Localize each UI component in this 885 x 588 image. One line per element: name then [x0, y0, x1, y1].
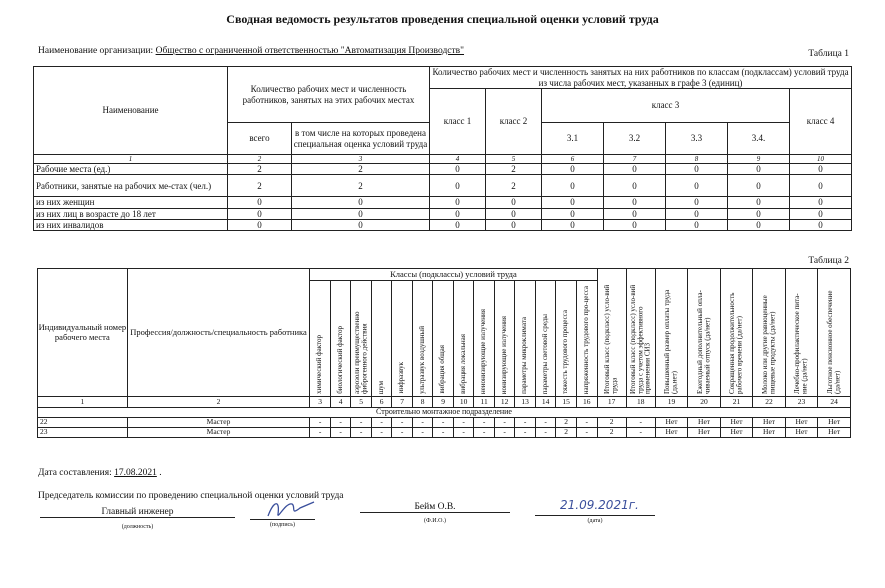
table-cell: - — [535, 428, 556, 438]
factor-header-label: инфразвук — [397, 362, 406, 394]
table2-label: Таблица 2 — [808, 256, 849, 266]
table-cell: 2 — [597, 418, 626, 428]
table-cell: 2 — [556, 418, 577, 428]
column-number: 6 — [371, 397, 392, 408]
column-number: 4 — [330, 397, 351, 408]
table-cell: 0 — [228, 208, 292, 219]
table-cell: - — [626, 418, 655, 428]
factor-header — [688, 269, 721, 397]
class32-header: 3.2 — [604, 123, 666, 155]
column-number: 17 — [597, 397, 626, 408]
table-cell: 0 — [486, 208, 542, 219]
table-cell: 0 — [790, 175, 852, 197]
column-number: 2 — [127, 397, 310, 408]
factor-header — [433, 281, 454, 397]
table-cell: - — [433, 428, 454, 438]
table-cell: - — [474, 418, 495, 428]
column-number: 7 — [604, 155, 666, 164]
position-value: Главный инженер — [40, 507, 235, 518]
class3-header: класс 3 — [542, 89, 790, 123]
class34-header: 3.4. — [728, 123, 790, 155]
factor-header — [474, 281, 495, 397]
column-number: 1 — [38, 397, 128, 408]
table-cell: Нет — [688, 428, 721, 438]
date-label: Дата составления: — [38, 468, 112, 478]
section-row: Строительно монтажное подразделение — [38, 408, 851, 418]
table-cell: Нет — [818, 428, 851, 438]
sign-date-line — [535, 515, 655, 516]
table-cell: 0 — [430, 197, 486, 208]
page-title: Сводная ведомость результатов проведения специальной оценки условий труда — [226, 12, 659, 26]
factor-header — [330, 281, 351, 397]
factor-header-label: Сокращенная продолжительность рабочего времени (да/нет) — [728, 292, 744, 394]
chair-label: Председатель комиссии по проведению специальной оценки условий труда — [38, 491, 344, 501]
factor-header-label: шум — [376, 380, 385, 394]
workplaces-table — [37, 268, 851, 438]
factor-header — [818, 269, 851, 397]
table-cell: Нет — [720, 428, 753, 438]
factor-header-label: тяжесть трудового процесса — [561, 309, 570, 394]
factor-header-label: вибрация локальная — [458, 333, 467, 394]
factor-header-label: Лечебно-профилактическое пита-ние (да/нет) — [793, 293, 809, 394]
factor-header — [371, 281, 392, 397]
table-cell: 0 — [728, 208, 790, 219]
table-cell: - — [330, 428, 351, 438]
class31-header: 3.1 — [542, 123, 604, 155]
table-cell: - — [453, 418, 474, 428]
row-label: Работники, занятые на рабочих ме-стах (чел.) — [34, 175, 228, 197]
table-cell: 0 — [666, 208, 728, 219]
workplace-id: 22 — [38, 418, 128, 428]
table1-label: Таблица 1 — [808, 49, 849, 59]
factor-header — [535, 281, 556, 397]
table-cell: 0 — [542, 164, 604, 175]
table-cell: 0 — [292, 208, 430, 219]
table-row — [34, 208, 852, 219]
row-label: из них женщин — [34, 197, 228, 208]
table-cell: 0 — [430, 175, 486, 197]
column-number: 3 — [310, 397, 331, 408]
column-number: 9 — [433, 397, 454, 408]
factor-header-label: химический фактор — [315, 334, 324, 394]
table-cell: - — [371, 418, 392, 428]
sign-date-value: 21.09.2021г. — [560, 498, 639, 512]
workplace-id: 23 — [38, 428, 128, 438]
table-cell: Нет — [720, 418, 753, 428]
factor-header-label: Ежегодный дополнительный опла-чиваемый отпуск (да/нет) — [695, 289, 712, 394]
total-header: всего — [228, 123, 292, 155]
column-number: 14 — [535, 397, 556, 408]
table-cell: - — [515, 418, 536, 428]
row-label: из них инвалидов — [34, 220, 228, 231]
table-cell: Нет — [818, 418, 851, 428]
column-number: 12 — [494, 397, 515, 408]
column-number: 18 — [626, 397, 655, 408]
table-row — [38, 418, 851, 428]
factor-header — [392, 281, 413, 397]
table-cell: 2 — [292, 164, 430, 175]
column-number: 24 — [818, 397, 851, 408]
column-number: 11 — [474, 397, 495, 408]
table-cell: - — [412, 418, 433, 428]
table-cell: - — [392, 428, 413, 438]
table-cell: - — [412, 428, 433, 438]
factor-header — [626, 269, 655, 397]
table-cell: - — [576, 418, 597, 428]
column-number: 21 — [720, 397, 753, 408]
column-number: 10 — [790, 155, 852, 164]
table-cell: - — [453, 428, 474, 438]
table-cell: 2 — [228, 175, 292, 197]
table-cell: 0 — [790, 197, 852, 208]
workplace-id-header: Индивидуальный номер рабочего места — [38, 269, 128, 397]
column-number: 8 — [666, 155, 728, 164]
table-cell: 0 — [228, 197, 292, 208]
factor-header-label: напряженность трудового про-цесса — [582, 285, 591, 394]
factor-header — [576, 281, 597, 397]
column-number: 2 — [228, 155, 292, 164]
table-cell: 0 — [728, 175, 790, 197]
table-cell: 0 — [790, 208, 852, 219]
position-caption: (должность) — [121, 524, 154, 530]
sign-date-caption: (дата) — [587, 518, 603, 524]
table-cell: 2 — [556, 428, 577, 438]
factor-header — [310, 281, 331, 397]
factor-header-label: биологический фактор — [335, 325, 344, 394]
table-cell: 0 — [430, 208, 486, 219]
table-cell: 0 — [790, 220, 852, 231]
column-number: 7 — [392, 397, 413, 408]
signature-mark — [262, 496, 322, 522]
table-cell: 0 — [666, 197, 728, 208]
factor-header-label: ионизирующие излучения — [499, 315, 508, 394]
col-name-header: Наименование — [34, 67, 228, 155]
factor-header — [453, 281, 474, 397]
table-cell: Нет — [655, 428, 688, 438]
table-cell: 0 — [790, 164, 852, 175]
class33-header: 3.3 — [666, 123, 728, 155]
table-cell: - — [515, 428, 536, 438]
column-numbers-row — [34, 155, 852, 164]
column-number: 22 — [753, 397, 786, 408]
table-cell: 0 — [486, 197, 542, 208]
factor-header-label: Повышенный размер оплаты труда (да,нет) — [663, 289, 679, 394]
factor-header-label: Льготное пенсионное обеспечение (да/нет) — [825, 290, 842, 394]
factor-header — [494, 281, 515, 397]
table-cell: 0 — [666, 175, 728, 197]
class4-header: класс 4 — [790, 89, 852, 155]
org-label: Наименование организации: — [38, 46, 154, 56]
table-cell: 0 — [292, 220, 430, 231]
column-number: 3 — [292, 155, 430, 164]
table-cell: 2 — [228, 164, 292, 175]
factor-header-label: параметры микроклимата — [520, 316, 529, 394]
factor-header — [412, 281, 433, 397]
column-number: 13 — [515, 397, 536, 408]
row-label: Рабочие места (ед.) — [34, 164, 228, 175]
factor-header-label: Итоговый класс (подкласс) усло-вий труда с учетом эффективного применения СИЗ — [628, 284, 652, 394]
col-count-header: Количество рабочих мест и численность работников, занятых на этих рабочих местах — [228, 67, 430, 123]
org-name: Общество с ограниченной ответственностью "Автоматизация Производств" — [155, 46, 465, 56]
column-number: 19 — [655, 397, 688, 408]
table-cell: - — [626, 428, 655, 438]
table-cell: 0 — [430, 164, 486, 175]
table-cell: 2 — [486, 164, 542, 175]
table-cell: 0 — [292, 197, 430, 208]
row-label: из них лиц в возрасте до 18 лет — [34, 208, 228, 219]
table-cell: 0 — [728, 220, 790, 231]
table-cell: 0 — [486, 220, 542, 231]
table-cell: 0 — [604, 208, 666, 219]
assessed-header: в том числе на которых проведена специальная оценка условий труда — [292, 123, 430, 155]
factor-header — [515, 281, 536, 397]
column-number: 8 — [412, 397, 433, 408]
table-cell: - — [351, 418, 372, 428]
classes-header: Классы (подклассы) условий труда — [310, 269, 597, 281]
table-row — [34, 175, 852, 197]
column-number: 6 — [542, 155, 604, 164]
column-number: 16 — [576, 397, 597, 408]
column-number: 10 — [453, 397, 474, 408]
signature-caption: (подпись) — [270, 522, 295, 528]
table-cell: - — [310, 418, 331, 428]
column-number: 5 — [486, 155, 542, 164]
factor-header-label: аэрозоли преимущественно фиброгенного действия — [352, 311, 369, 394]
table-cell: 2 — [597, 428, 626, 438]
table-cell: 0 — [604, 220, 666, 231]
column-number: 20 — [688, 397, 721, 408]
name-value: Бейм О.В. — [360, 502, 510, 513]
column-numbers-row — [38, 397, 851, 408]
table-cell: - — [433, 418, 454, 428]
date-line: Дата составления: 17.08.2021 . — [38, 468, 162, 478]
summary-table — [33, 66, 852, 231]
table-cell: 0 — [542, 208, 604, 219]
table-cell: - — [310, 428, 331, 438]
table-cell: 2 — [486, 175, 542, 197]
table-row — [34, 197, 852, 208]
factor-header — [556, 281, 577, 397]
table-cell: - — [474, 428, 495, 438]
table-cell: 0 — [604, 175, 666, 197]
table-cell: 2 — [292, 175, 430, 197]
date-value: 17.08.2021 — [114, 468, 157, 478]
column-number: 23 — [785, 397, 818, 408]
table-row — [34, 220, 852, 231]
table-cell: 0 — [542, 197, 604, 208]
table-cell: 0 — [604, 164, 666, 175]
factor-header-label: ультразвук воздушный — [417, 325, 426, 394]
table-cell: - — [351, 428, 372, 438]
class2-header: класс 2 — [486, 89, 542, 155]
table-cell: - — [576, 428, 597, 438]
organization-line — [38, 46, 464, 56]
table-cell: - — [494, 428, 515, 438]
table-cell: 0 — [728, 197, 790, 208]
table-cell: 0 — [228, 220, 292, 231]
factor-header-label: параметры световой среды — [540, 313, 549, 394]
table-row — [34, 164, 852, 175]
column-number: 4 — [430, 155, 486, 164]
profession: Мастер — [127, 428, 310, 438]
column-number: 1 — [34, 155, 228, 164]
column-number: 5 — [351, 397, 372, 408]
factor-header-label: вибрация общая — [438, 345, 447, 394]
factor-header — [785, 269, 818, 397]
table-cell: Нет — [753, 418, 786, 428]
table-cell: - — [330, 418, 351, 428]
table-cell: 0 — [542, 175, 604, 197]
factor-header — [351, 281, 372, 397]
factor-header — [753, 269, 786, 397]
class1-header: класс 1 — [430, 89, 486, 155]
column-number: 15 — [556, 397, 577, 408]
table-cell: 0 — [666, 164, 728, 175]
table-cell: - — [494, 418, 515, 428]
table-cell: Нет — [655, 418, 688, 428]
table-cell: Нет — [688, 418, 721, 428]
table-cell: 0 — [604, 197, 666, 208]
name-caption: (Ф.И.О.) — [424, 518, 446, 524]
table-cell: 0 — [666, 220, 728, 231]
profession: Мастер — [127, 418, 310, 428]
table-cell: - — [371, 428, 392, 438]
table-cell: 0 — [542, 220, 604, 231]
factor-header-label: Молоко или другие равноценные пищевые продукты (да/нет) — [760, 295, 777, 394]
table-cell: 0 — [430, 220, 486, 231]
table-cell: - — [535, 418, 556, 428]
factor-header — [655, 269, 688, 397]
table-cell: 0 — [728, 164, 790, 175]
col-classes-header: Количество рабочих мест и численность занятых на них работников по классам (подклассам) условий труда из числа рабочих мест, указанных в графе 3 (единиц) — [430, 67, 852, 89]
table-cell: Нет — [785, 418, 818, 428]
table-cell: Нет — [785, 428, 818, 438]
column-number: 9 — [728, 155, 790, 164]
table-cell: - — [392, 418, 413, 428]
factor-header-label: неионизирующие излучения — [479, 308, 488, 394]
factor-header — [720, 269, 753, 397]
table-row — [38, 428, 851, 438]
profession-header: Профессия/должность/специальность работника — [127, 269, 310, 397]
factor-header-label: Итоговый класс (подкласс) усло-вий труда — [603, 284, 619, 394]
factor-header — [597, 269, 626, 397]
table-cell: Нет — [753, 428, 786, 438]
